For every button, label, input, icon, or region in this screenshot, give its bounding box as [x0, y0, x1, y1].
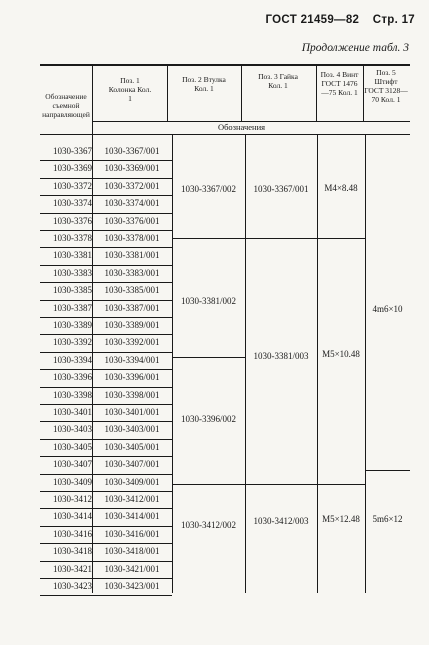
- column-designation: 1030-3378/001: [104, 233, 160, 243]
- guide-designation: 1030-3376: [53, 215, 92, 226]
- group-rule: [172, 357, 245, 358]
- header-bottom-rule: [40, 134, 410, 135]
- guide-designation: 1030-3405: [53, 441, 92, 452]
- row-rule: [40, 195, 172, 196]
- screw-cell: M5×10.48: [322, 349, 360, 359]
- column-designation: 1030-3387/001: [104, 302, 160, 313]
- row-rule: [40, 474, 172, 475]
- page-number: Стр. 17: [372, 14, 415, 26]
- guide-designation: 1030-3412: [53, 494, 92, 504]
- row-rule: [40, 543, 172, 544]
- body-divider: [92, 134, 93, 593]
- column-designation: 1030-3421/001: [104, 563, 160, 574]
- guide-designation: 1030-3409: [53, 476, 92, 487]
- guide-designation: 1030-3407: [53, 459, 92, 470]
- row-rule: [40, 421, 172, 422]
- row-rule: [40, 334, 172, 335]
- header-guide: Обозначение съемной направляющей: [42, 92, 90, 119]
- guide-designation: 1030-3367: [53, 146, 92, 156]
- header-divider: [316, 64, 317, 121]
- header-pin: Поз. 5 Штифт ГОСТ 3128—70 Кол. 1: [364, 68, 408, 104]
- column-designation: 1030-3394/001: [104, 354, 160, 365]
- row-rule: [40, 561, 172, 562]
- guide-designation: 1030-3392: [53, 337, 92, 348]
- row-rule: [40, 282, 172, 283]
- column-designation: 1030-3372/001: [104, 180, 160, 191]
- guide-designation: 1030-3394: [53, 354, 92, 365]
- row-rule: [40, 247, 172, 248]
- column-designation: 1030-3403/001: [104, 424, 160, 435]
- row-rule: [40, 265, 172, 266]
- column-designation: 1030-3414/001: [104, 511, 160, 522]
- column-designation: 1030-3407/001: [104, 459, 160, 470]
- column-designation: 1030-3398/001: [104, 389, 160, 400]
- guide-designation: 1030-3378: [53, 233, 92, 243]
- column-designation: 1030-3405/001: [104, 441, 160, 452]
- guide-designation: 1030-3403: [53, 424, 92, 435]
- header-column: Поз. 1 Колонка Кол. 1: [108, 76, 152, 103]
- row-rule: [40, 213, 172, 214]
- screw-cell: M5×12.48: [322, 514, 360, 524]
- row-rule: [40, 160, 172, 161]
- guide-designation: 1030-3374: [53, 198, 92, 209]
- guide-designation: 1030-3396: [53, 372, 92, 383]
- guide-designation: 1030-3383: [53, 267, 92, 278]
- column-designation: 1030-3423/001: [104, 581, 160, 591]
- header-divider: [92, 64, 93, 135]
- header-bushing: Поз. 2 Втулка Кол. 1: [182, 75, 226, 93]
- row-rule: [40, 578, 172, 579]
- guide-designation: 1030-3369: [53, 163, 92, 174]
- row-rule: [40, 404, 172, 405]
- row-rule: [40, 595, 172, 596]
- guide-designation: 1030-3387: [53, 302, 92, 313]
- guide-designation: 1030-3401: [53, 407, 92, 417]
- header-divider: [241, 64, 242, 121]
- column-designation: 1030-3385/001: [104, 285, 160, 296]
- column-designation: 1030-3383/001: [104, 267, 160, 278]
- nut-cell: 1030-3412/003: [253, 516, 309, 526]
- group-rule: [245, 484, 317, 485]
- gost-number: ГОСТ 21459—82: [265, 14, 360, 26]
- guide-designation: 1030-3389: [53, 320, 92, 330]
- row-rule: [40, 300, 172, 301]
- column-designation: 1030-3374/001: [104, 198, 160, 209]
- bushing-cell: 1030-3381/002: [181, 296, 236, 306]
- group-rule: [172, 484, 245, 485]
- column-designation: 1030-3381/001: [104, 250, 160, 261]
- column-designation: 1030-3396/001: [104, 372, 160, 383]
- group-rule: [317, 238, 365, 239]
- row-rule: [40, 352, 172, 353]
- pin-cell: 4m6×10: [372, 304, 403, 314]
- subheader-designations: Обозначения: [217, 122, 266, 132]
- row-rule: [40, 508, 172, 509]
- nut-cell: 1030-3381/003: [253, 351, 309, 361]
- column-designation: 1030-3392/001: [104, 337, 160, 348]
- bushing-cell: 1030-3412/002: [181, 520, 236, 530]
- row-rule: [40, 491, 172, 492]
- column-designation: 1030-3418/001: [104, 546, 160, 557]
- row-rule: [40, 526, 172, 527]
- row-rule: [40, 439, 172, 440]
- guide-designation: 1030-3416: [53, 528, 92, 539]
- group-rule: [317, 484, 365, 485]
- group-rule: [172, 238, 245, 239]
- header-screw: Поз. 4 Винт ГОСТ 1476—75 Кол. 1: [320, 70, 359, 97]
- guide-designation: 1030-3414: [53, 511, 92, 522]
- column-designation: 1030-3416/001: [104, 528, 160, 539]
- guide-designation: 1030-3385: [53, 285, 92, 296]
- row-rule: [40, 178, 172, 179]
- column-designation: 1030-3409/001: [104, 476, 160, 487]
- row-rule: [40, 387, 172, 388]
- guide-designation: 1030-3381: [53, 250, 92, 261]
- row-rule: [40, 456, 172, 457]
- row-rule: [40, 230, 172, 231]
- table-top-rule: [40, 64, 410, 66]
- guide-designation: 1030-3372: [53, 180, 92, 191]
- pin-cell: 5m6×12: [372, 514, 403, 524]
- column-designation: 1030-3376/001: [104, 215, 160, 226]
- page-header: [256, 14, 415, 26]
- row-rule: [40, 369, 172, 370]
- header-nut: Поз. 3 Гайка Кол. 1: [258, 72, 298, 90]
- column-designation: 1030-3401/001: [104, 407, 160, 417]
- column-designation: 1030-3369/001: [104, 163, 160, 174]
- guide-designation: 1030-3421: [53, 563, 92, 574]
- header-divider: [167, 64, 168, 121]
- guide-designation: 1030-3423: [53, 581, 92, 591]
- group-rule: [365, 470, 410, 471]
- nut-cell: 1030-3367/001: [253, 184, 309, 194]
- body-divider: [317, 134, 318, 593]
- column-designation: 1030-3367/001: [104, 146, 160, 156]
- bushing-cell: 1030-3367/002: [181, 184, 236, 194]
- guide-designation: 1030-3418: [53, 546, 92, 557]
- column-designation: 1030-3412/001: [104, 494, 160, 504]
- row-rule: [40, 317, 172, 318]
- screw-cell: M4×8.48: [324, 183, 358, 193]
- column-designation: 1030-3389/001: [104, 320, 160, 330]
- body-divider: [365, 134, 366, 593]
- guide-designation: 1030-3398: [53, 389, 92, 400]
- continuation-label: Продолжение табл. 3: [301, 42, 409, 54]
- bushing-cell: 1030-3396/002: [181, 414, 236, 424]
- group-rule: [245, 238, 317, 239]
